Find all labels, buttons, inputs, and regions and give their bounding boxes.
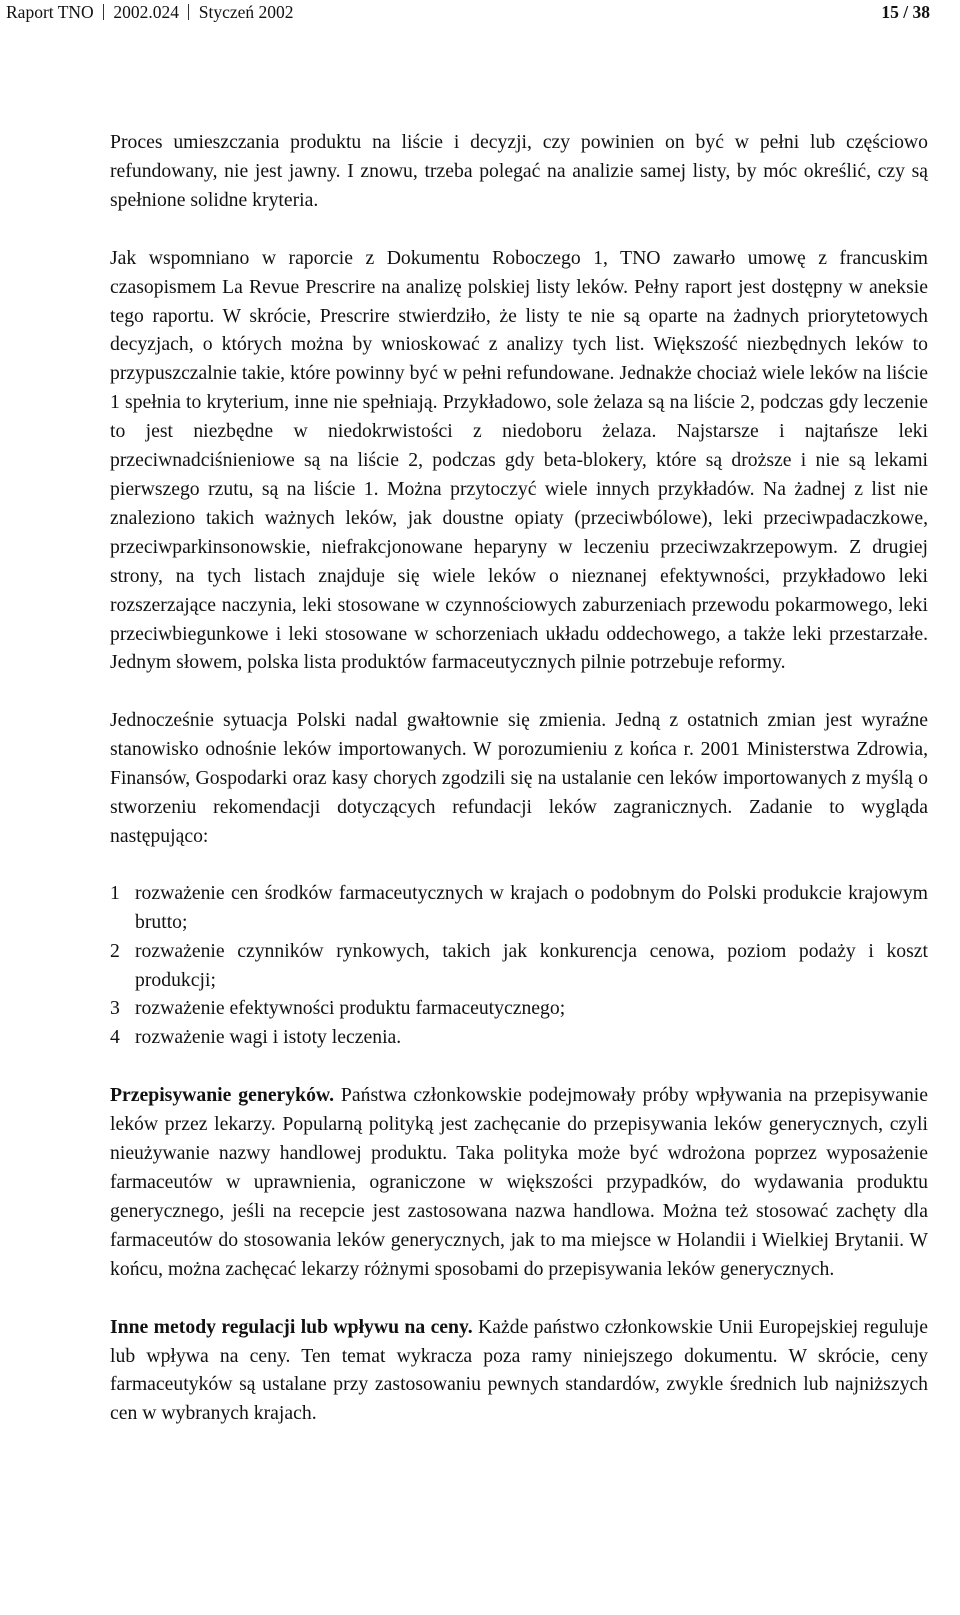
list-item-text: rozważenie efektywności produktu farmaceutycznego;: [135, 997, 566, 1020]
list-item: [110, 1023, 928, 1052]
section-body: Każde państwo członkowskie Unii Europejskiej reguluje lub wpływa na ceny. Ten temat wykracza poza ramy niniejszego dokumentu. W skrócie, ceny farmaceutyków są ustalane przy zastosowaniu pewnych standardów, zwykle średnich lub najniższych cen w wybranych krajach.: [110, 1315, 928, 1425]
document-body: [110, 128, 928, 1457]
section-heading: Inne metody regulacji lub wpływu na ceny.: [110, 1315, 473, 1338]
paragraph-imported-drugs: Jednocześnie sytuacja Polski nadal gwałtownie się zmienia. Jedną z ostatnich zmian jest wyraźne stanowisko odnośnie leków importowanych. W porozumieniu z końca r. 2001 Ministerstwa Zdrowia, Finansów, Gospodarki oraz kasy chorych zgodzili się na ustalanie cen leków importowanych z myślą o stworzeniu rekomendacji dotyczących refundacji leków zagranicznych. Zadanie to wygląda następująco:: [110, 709, 928, 847]
section-price-regulation: [110, 1313, 928, 1429]
list-item-text: rozważenie czynników rynkowych, takich jak konkurencja cenowa, poziom podaży i koszt produkcji;: [135, 939, 928, 991]
list-item-text: rozważenie cen środków farmaceutycznych w krajach o podobnym do Polski produkcie krajowym brutto;: [135, 881, 928, 933]
list-item-number: 2: [110, 939, 120, 962]
list-item: [110, 994, 928, 1023]
list-item-text: rozważenie wagi i istoty leczenia.: [135, 1026, 402, 1049]
page-number: 15 / 38: [881, 2, 930, 22]
criteria-list: [110, 879, 928, 1052]
list-item: [110, 937, 928, 995]
header-report-number: 2002.024: [113, 2, 180, 22]
header-separator: [188, 4, 189, 20]
page-header: [0, 0, 960, 24]
section-generic-prescribing: [110, 1081, 928, 1283]
list-item-number: 1: [110, 881, 120, 904]
list-item-number: 4: [110, 1026, 120, 1049]
section-heading: Przepisywanie generyków.: [110, 1084, 334, 1107]
header-left: [6, 0, 294, 24]
header-title: Raport TNO: [6, 2, 94, 22]
section-body: Państwa członkowskie podejmowały próby wpływania na przepisywanie leków przez lekarzy. Popularną polityką jest zachęcanie do przepisywania leków generycznych, czyli nieużywanie nazwy handlowej produktu. Taka polityka może być wdrożona poprzez wyposażenie farmaceutów w uprawnienia, ograniczone w większości przypadków, do wydawania produktu generycznego, jeśli na recepcie jest zastosowana nazwa handlowa. Można też stosować zachęty dla farmaceutów do stosowania leków generycznych, jak to ma miejsce w Holandii i Wielkiej Brytanii. W końcu, można zachęcać lekarzy różnymi sposobami do przepisywania leków generycznych.: [110, 1084, 928, 1280]
header-date: Styczeń 2002: [198, 2, 294, 22]
list-item: [110, 879, 928, 937]
paragraph-prescrire-analysis: Jak wspomniano w raporcie z Dokumentu Roboczego 1, TNO zawarło umowę z francuskim czasopismem La Revue Prescrire na analizę polskiej listy leków. Pełny raport jest dostępny w aneksie tego raportu. W skrócie, Prescrire stwierdziło, że listy te nie są oparte na żadnych priorytetowych decyzjach, o których można by wnioskować z analizy tych list. Większość niezbędnych leków to przypuszczalnie takie, które powinny być w pełni refundowane. Jednakże chociaż wiele leków na liście 1 spełnia to kryterium, inne nie spełniają. Przykładowo, sole żelaza są na liście 2, podczas gdy leczenie to jest niezbędne w niedokrwistości z niedoboru żelaza. Najstarsze i najtańsze leki przeciwnadciśnieniowe są na liście 2, podczas gdy beta-blokery, które są droższe i nie są lekami pierwszego rzutu, są na liście 1. Można przytoczyć wiele innych przykładów. Na żadnej z list nie znaleziono takich ważnych leków, jak doustne opiaty (przeciwbólowe), leki przeciwpadaczkowe, przeciwparkinsonowskie, niefrakcjonowane heparyny w leczeniu przeciwzakrzepowym. Z drugiej strony, na tych listach znajduje się wiele leków o nieznanej efektywności, przykładowo leki rozszerzające naczynia, leki stosowane w czynnościowych zaburzeniach przewodu pokarmowego, leki przeciwbiegunkowe i leki stosowane w schorzeniach układu oddechowego, a także leki przestarzałe. Jednym słowem, polska lista produktów farmaceutycznych pilnie potrzebuje reformy.: [110, 246, 928, 674]
list-item-number: 3: [110, 997, 120, 1020]
header-separator: [103, 4, 104, 20]
paragraph-listing-process: Proces umieszczania produktu na liście i decyzji, czy powinien on być w pełni lub częściowo refundowany, nie jest jawny. I znowu, trzeba polegać na analizie samej listy, by móc określić, czy są spełnione solidne kryteria.: [110, 131, 928, 211]
